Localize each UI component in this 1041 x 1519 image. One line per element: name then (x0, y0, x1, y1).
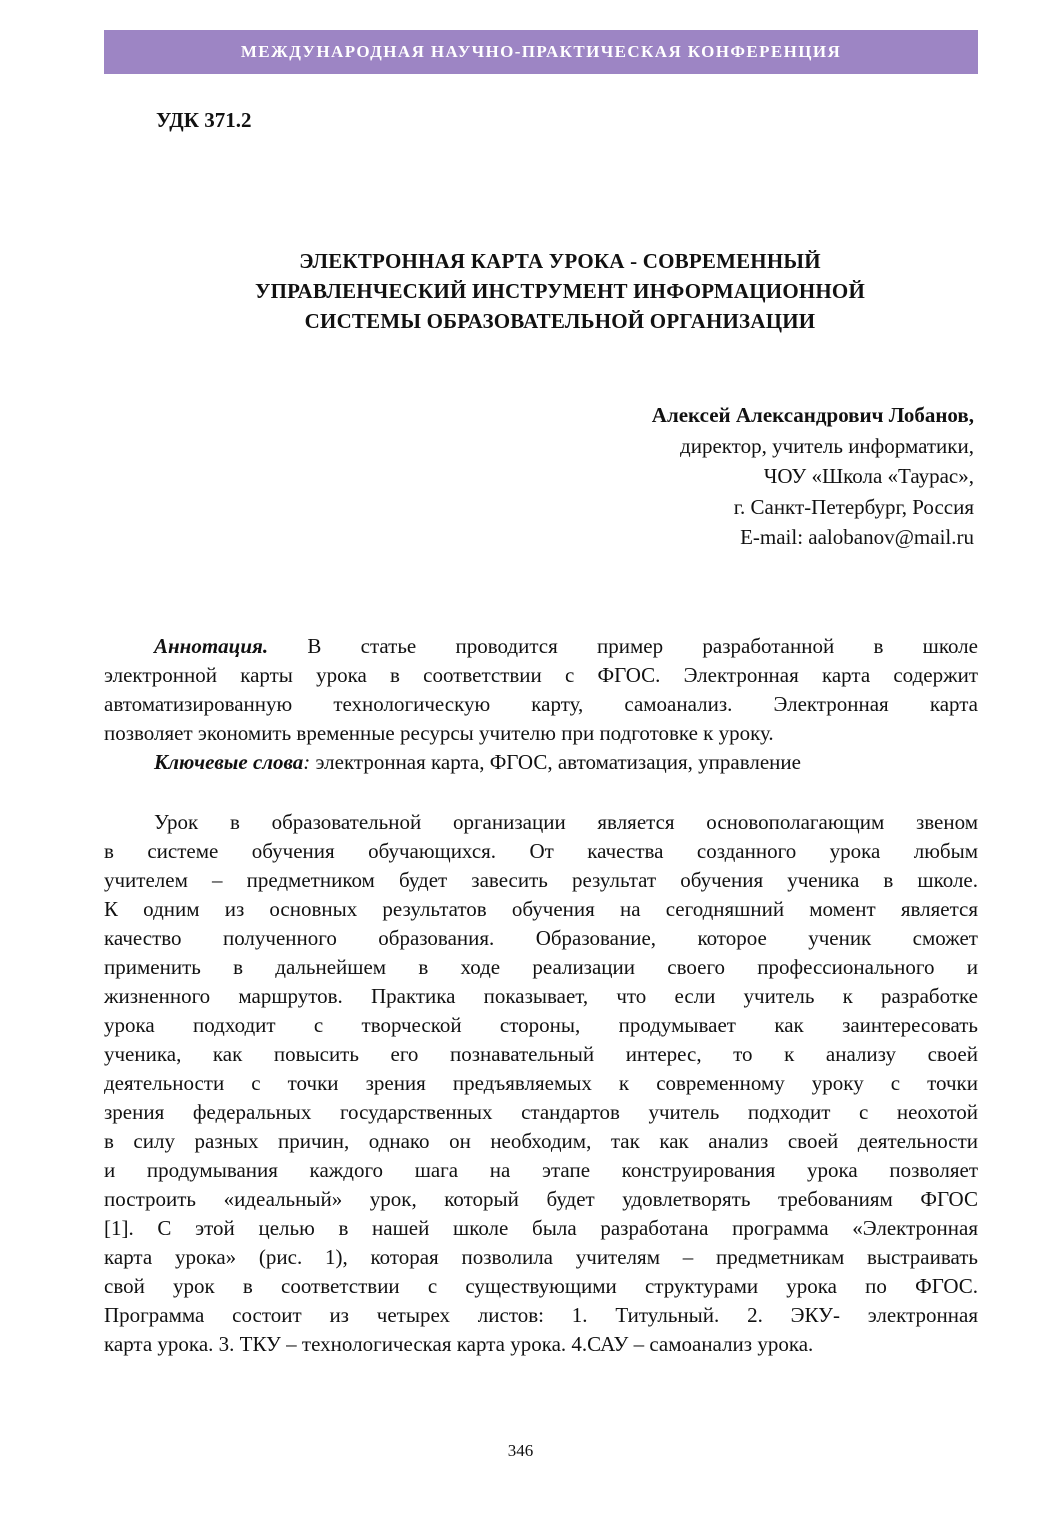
body-line: зрения федеральных государственных стандартов учитель подходит с неохотой (104, 1100, 978, 1124)
title-line: СИСТЕМЫ ОБРАЗОВАТЕЛЬНОЙ ОРГАНИЗАЦИИ (304, 309, 816, 333)
body-line: учителем – предметником будет завесить результат обучения ученика в школе. (104, 868, 978, 892)
abstract-line (104, 632, 978, 661)
abstract-label: Аннотация. (154, 634, 269, 658)
body-line: качество полученного образования. Образование, которое ученик сможет (104, 926, 978, 950)
author-organization: ЧОУ «Школа «Таурас», (763, 464, 974, 488)
abstract (104, 632, 978, 777)
udk-code: УДК 371.2 (156, 108, 252, 132)
body-line: в силу разных причин, однако он необходим, так как анализ своей деятельности (104, 1129, 978, 1153)
body-line: [1]. С этой целью в нашей школе была разработана программа «Электронная (104, 1216, 978, 1240)
author-block (454, 400, 974, 553)
body-line: карта урока. 3. ТКУ – технологическая карта урока. 4.САУ – самоанализ урока. (104, 1332, 814, 1356)
body-line: Урок в образовательной организации является основополагающим звеном (154, 810, 978, 834)
abstract-line: позволяет экономить временные ресурсы учителю при подготовке к уроку. (104, 721, 774, 745)
article-title (140, 246, 980, 336)
abstract-text: В статье проводится пример разработанной в школе (268, 634, 978, 658)
author-email: E-mail: aalobanov@mail.ru (740, 525, 974, 549)
author-city: г. Санкт-Петербург, Россия (733, 494, 974, 519)
body-line: свой урок в соответствии с существующими структурами урока по ФГОС. (104, 1274, 978, 1298)
page-number: 346 (507, 1441, 534, 1460)
keywords-text: электронная карта, ФГОС, автоматизация, управление (310, 750, 801, 774)
body-line: К одним из основных результатов обучения на сегодняшний момент является (104, 897, 978, 921)
author-position: директор, учитель информатики, (680, 433, 974, 458)
title-line: УПРАВЛЕНЧЕСКИЙ ИНСТРУМЕНТ ИНФОРМАЦИОННОЙ (254, 279, 865, 303)
abstract-line: автоматизированную технологическую карту, самоанализ. Электронная карта (104, 692, 978, 716)
body-line: в системе обучения обучающихся. От качества созданного урока любым (104, 839, 978, 863)
body-line: деятельности с точки зрения предъявляемых к современному уроку с точки (104, 1071, 978, 1095)
body-line: применить в дальнейшем в ходе реализации своего профессионального и (104, 955, 978, 979)
keywords-line (104, 748, 978, 777)
keywords-colon: : (303, 750, 311, 774)
keywords-label: Ключевые слова (154, 750, 304, 774)
conference-banner: МЕЖДУНАРОДНАЯ НАУЧНО-ПРАКТИЧЕСКАЯ КОНФЕРЕНЦИЯ (104, 30, 978, 74)
body-line: карта урока» (рис. 1), которая позволила учителям – предметникам выстраивать (104, 1245, 978, 1269)
body-line: и продумывания каждого шага на этапе конструирования урока позволяет (104, 1158, 978, 1182)
body-paragraph (104, 808, 978, 1359)
abstract-line: электронной карты урока в соответствии с ФГОС. Электронная карта содержит (104, 663, 978, 687)
body-line: урока подходит с творческой стороны, продумывает как заинтересовать (104, 1013, 978, 1037)
body-line: построить «идеальный» урок, который будет удовлетворять требованиям ФГОС (104, 1187, 978, 1211)
body-line: ученика, как повысить его познавательный интерес, то к анализу своей (104, 1042, 978, 1066)
body-line: жизненного маршрутов. Практика показывает, что если учитель к разработке (104, 984, 978, 1008)
author-name: Алексей Александрович Лобанов, (651, 403, 974, 427)
title-line: ЭЛЕКТРОННАЯ КАРТА УРОКА - СОВРЕМЕННЫЙ (299, 249, 821, 273)
body-line: Программа состоит из четырех листов: 1. Титульный. 2. ЭКУ- электронная (104, 1303, 978, 1327)
